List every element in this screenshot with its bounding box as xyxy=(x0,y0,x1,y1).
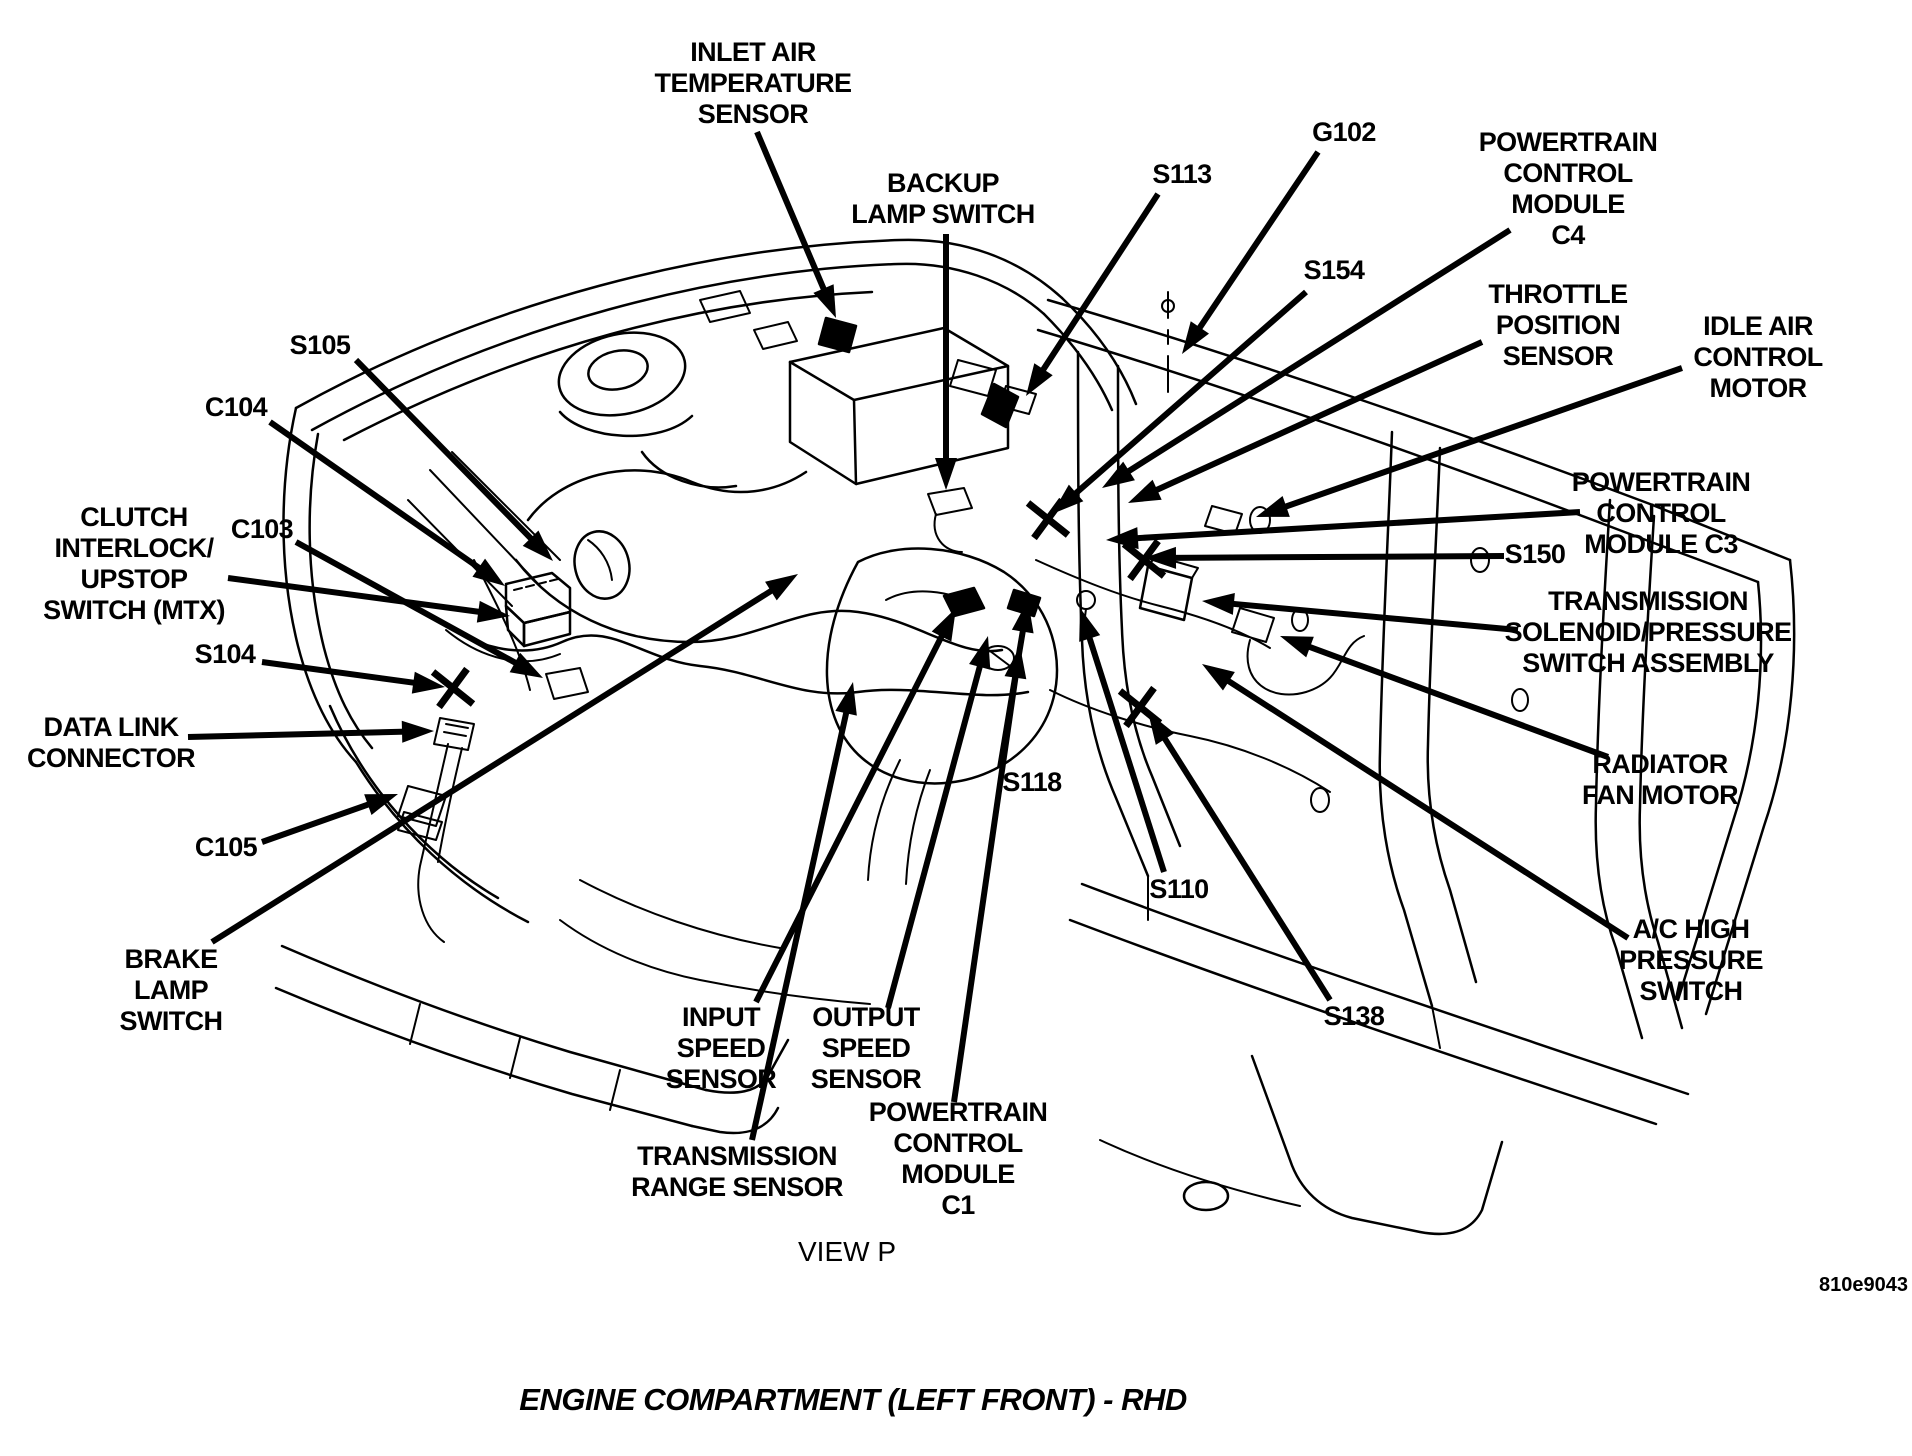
callout-label-s150 xyxy=(1315,539,1755,570)
callout-label-line: SPEED xyxy=(821,1033,911,1063)
callout-label-line: POWERTRAIN xyxy=(1571,467,1751,497)
callout-label-line: THROTTLE xyxy=(1488,279,1628,309)
callout-label-line: SPEED xyxy=(676,1033,766,1063)
callout-label-line: S105 xyxy=(289,330,351,360)
callout-label-line: CONTROL xyxy=(1596,498,1726,528)
callout-label-line: INLET AIR xyxy=(690,37,816,67)
callout-label-line: C1 xyxy=(941,1190,975,1220)
callout-label-line: LAMP SWITCH xyxy=(851,199,1035,229)
callout-label-line: RANGE SENSOR xyxy=(631,1172,843,1202)
callout-label-line: BACKUP xyxy=(887,168,999,198)
callout-label-line: A/C HIGH xyxy=(1632,914,1750,944)
callout-label-s138 xyxy=(1134,1001,1574,1032)
figure-code: 810e9043 xyxy=(1819,1274,1908,1296)
callout-label-brake-lamp-switch xyxy=(0,944,391,1037)
callout-label-c104 xyxy=(16,392,456,423)
callout-label-line: CONTROL xyxy=(893,1128,1023,1158)
callout-label-s104 xyxy=(5,639,445,670)
callout-label-line: CLUTCH xyxy=(80,502,188,532)
callout-label-line: G102 xyxy=(1312,117,1376,147)
callout-label-s118 xyxy=(812,767,1252,798)
callout-label-line: S154 xyxy=(1303,255,1365,285)
callout-label-transmission-solenoid-pressure-switch-assembly xyxy=(1428,586,1868,679)
view-label: VIEW P xyxy=(797,1236,896,1267)
callout-label-line: TEMPERATURE xyxy=(654,68,852,98)
callout-label-line: LAMP xyxy=(133,975,209,1005)
callout-label-line: MODULE xyxy=(1511,189,1625,219)
callout-label-line: BRAKE xyxy=(124,944,218,974)
callout-label-line: SWITCH xyxy=(1639,976,1743,1006)
callout-label-c103 xyxy=(42,514,482,545)
callout-label-line: CONTROL xyxy=(1503,158,1633,188)
callout-label-line: S110 xyxy=(1149,874,1209,904)
callout-label-line: SENSOR xyxy=(810,1064,922,1094)
callout-label-line: SENSOR xyxy=(1502,341,1614,371)
callout-label-line: POWERTRAIN xyxy=(1478,127,1658,157)
callout-label-line: SWITCH (MTX) xyxy=(43,595,225,625)
callout-label-line: SENSOR xyxy=(665,1064,777,1094)
callout-label-line: TRANSMISSION xyxy=(1548,586,1748,616)
callout-label-line: S104 xyxy=(194,639,256,669)
callout-label-powertrain-control-module-c1 xyxy=(738,1097,1178,1221)
callout-label-s110 xyxy=(959,874,1399,905)
callout-label-output-speed-sensor xyxy=(646,1002,1086,1095)
callout-label-line: SWITCH xyxy=(119,1006,223,1036)
callout-label-line: PRESSURE xyxy=(1619,945,1763,975)
callout-label-line: FAN MOTOR xyxy=(1581,780,1739,810)
callout-label-line: CONNECTOR xyxy=(26,743,196,773)
callout-label-line: POSITION xyxy=(1495,310,1621,340)
callout-label-line: MOTOR xyxy=(1709,373,1807,403)
callout-label-line: SOLENOID/PRESSURE xyxy=(1504,617,1792,647)
callout-label-s105 xyxy=(100,330,540,361)
callout-label-line: MODULE C3 xyxy=(1584,529,1738,559)
callout-label-line: OUTPUT xyxy=(812,1002,920,1032)
callout-label-powertrain-control-module-c4 xyxy=(1348,127,1788,251)
callout-label-line: IDLE AIR xyxy=(1703,311,1813,341)
callout-label-line: TRANSMISSION xyxy=(637,1141,837,1171)
callout-label-s113 xyxy=(962,159,1402,190)
callout-label-line: SWITCH ASSEMBLY xyxy=(1522,648,1774,678)
callout-label-line: MODULE xyxy=(901,1159,1015,1189)
callout-label-line: RADIATOR xyxy=(1592,749,1728,779)
callout-label-idle-air-control-motor xyxy=(1538,311,1912,404)
figure-caption: ENGINE COMPARTMENT (LEFT FRONT) - RHD xyxy=(519,1382,1187,1417)
callout-label-ac-high-pressure-switch xyxy=(1471,914,1911,1007)
callout-label-inlet-air-temperature-sensor xyxy=(533,37,973,130)
callout-label-line: C104 xyxy=(204,392,268,422)
callout-label-line: POWERTRAIN xyxy=(868,1097,1048,1127)
callout-label-line: SENSOR xyxy=(697,99,809,129)
callout-label-line: C105 xyxy=(194,832,258,862)
callout-label-c105 xyxy=(6,832,446,863)
callout-label-line: S113 xyxy=(1152,159,1212,189)
callout-label-line: C103 xyxy=(230,514,294,544)
callout-label-data-link-connector xyxy=(0,712,331,774)
callout-label-line: S150 xyxy=(1504,539,1566,569)
callout-label-line: DATA LINK xyxy=(43,712,179,742)
callout-label-line: C4 xyxy=(1551,220,1585,250)
callout-label-line: INTERLOCK/ xyxy=(54,533,214,563)
callout-label-line: CONTROL xyxy=(1693,342,1823,372)
callout-label-line: UPSTOP xyxy=(80,564,188,594)
callout-label-line: S138 xyxy=(1323,1001,1385,1031)
callout-label-line: INPUT xyxy=(681,1002,760,1032)
callout-label-radiator-fan-motor xyxy=(1440,749,1880,811)
callout-label-line: S118 xyxy=(1002,767,1062,797)
